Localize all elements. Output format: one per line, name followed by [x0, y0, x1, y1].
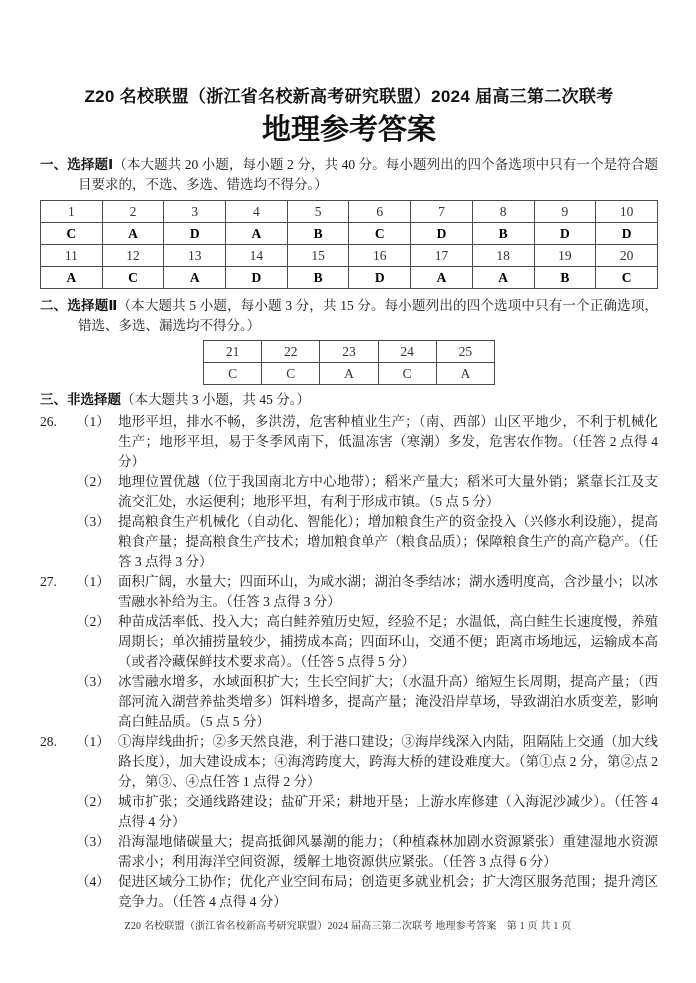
question-part — [40, 832, 658, 872]
question-part — [40, 412, 658, 472]
part-label: （1） — [76, 574, 110, 590]
question-number-cell: 12 — [102, 245, 164, 267]
part-label: （2） — [76, 613, 110, 629]
part-label: （3） — [76, 673, 110, 689]
answer-cell: D — [596, 223, 658, 245]
section-3-heading — [40, 390, 658, 410]
question-number-cell: 14 — [226, 245, 288, 267]
question-part — [40, 672, 658, 732]
table-row — [41, 267, 658, 289]
question-part — [40, 872, 658, 912]
question-number-cell: 16 — [349, 245, 411, 267]
answer-cell: A — [226, 223, 288, 245]
answer-table-1 — [40, 200, 658, 289]
part-label: （1） — [76, 733, 110, 749]
question-number-cell: 1 — [41, 201, 103, 223]
question-number-cell: 2 — [102, 201, 164, 223]
answer-cell: C — [204, 363, 262, 385]
part-answer-text: 沿海湿地储碳量大；提高抵御风暴潮的能力；（种植森林加剧水资源紧张）重建湿地水资源需求小；利用海洋空间资源，缓解土地资源供应紧张。（任答 3 点得 6 分） — [118, 833, 658, 869]
answer-cell: C — [262, 363, 320, 385]
section-2-description: （本大题共 5 小题，每小题 3 分，共 15 分。每小题列出的四个选项中只有一个正确选项，错选、多选、漏选均不得分。） — [78, 298, 658, 334]
question-number-cell: 25 — [436, 341, 494, 363]
table-row — [41, 245, 658, 267]
part-label: （2） — [76, 793, 110, 809]
question-number-cell: 23 — [320, 341, 378, 363]
question-number-cell: 3 — [164, 201, 226, 223]
table-row — [204, 341, 495, 363]
question-number: 26. — [40, 414, 57, 430]
answer-cell: D — [411, 223, 473, 245]
answer-cell: C — [41, 223, 103, 245]
answer-cell: B — [287, 267, 349, 289]
page-title: 地理参考答案 — [261, 114, 436, 147]
answer-cell: C — [378, 363, 436, 385]
section-1-description: （本大题共 20 小题，每小题 2 分，共 40 分。每小题列出的四个备选项中只有一个是符合题目要求的，不选、多选、错选均不得分。） — [78, 157, 659, 193]
part-label: （3） — [76, 514, 110, 530]
answer-table-2 — [203, 340, 495, 385]
section-3-description: （本大题共 3 小题，共 45 分。） — [121, 392, 310, 408]
question-number-cell: 17 — [411, 245, 473, 267]
part-answer-text: 地理位置优越（位于我国南北方中心地带）；稻米产量大；稻米可大量外销；紧靠长江及支流交汇处，水运便利；地形平坦，有利于形成市镇。（5 点 5 分） — [118, 474, 658, 510]
answer-cell: B — [472, 223, 534, 245]
part-label: （2） — [76, 474, 110, 490]
part-answer-text: 种苗成活率低、投入大；高白鲑养殖历史短，经验不足；水温低，高白鲑生长速度慢，养殖周期长；单次捕捞量较少，捕捞成本高；四面环山，交通不便；距离市场地远，运输成本高（或者冷藏保鲜技术要求高）。（任答 5 点得 5 分） — [118, 613, 658, 669]
table-row — [41, 223, 658, 245]
part-answer-text: 面积广阔，水量大；四面环山，为咸水湖；湖泊冬季结冰；湖水透明度高，含沙量小；以冰雪融水补给为主。（任答 3 点得 3 分） — [118, 574, 658, 609]
question-part — [40, 572, 658, 612]
question-number-cell: 13 — [164, 245, 226, 267]
question-number-cell: 18 — [472, 245, 534, 267]
question-number-cell: 6 — [349, 201, 411, 223]
answer-cell: D — [349, 267, 411, 289]
question-number-cell: 24 — [378, 341, 436, 363]
question-number-cell: 4 — [226, 201, 288, 223]
part-label: （4） — [76, 873, 110, 889]
question-number-cell: 22 — [262, 341, 320, 363]
section-1-heading — [40, 155, 658, 195]
answer-cell: A — [320, 363, 378, 385]
question-part — [40, 472, 658, 512]
answer-cell: D — [164, 223, 226, 245]
part-answer-text: 提高粮食生产机械化（自动化、智能化）；增加粮食生产的资金投入（兴修水利设施），提高粮食产量；提高粮食生产技术；增加粮食单产（粮食品质）；保障粮食生产的高产稳产。（任答 3 点得 3 分） — [118, 514, 658, 570]
answer-cell: D — [226, 267, 288, 289]
answer-cell: A — [41, 267, 103, 289]
question-part — [40, 512, 658, 572]
answer-cell: D — [534, 223, 596, 245]
section-3-label: 三、非选择题 — [40, 392, 121, 408]
question-28 — [40, 732, 658, 912]
question-number-cell: 10 — [596, 201, 658, 223]
question-number-cell: 19 — [534, 245, 596, 267]
part-answer-text: 促进区域分工协作；优化产业空间布局；创造更多就业机会；扩大湾区服务范围；提升湾区竞争力。（任答 4 点得 4 分） — [118, 873, 658, 909]
question-number: 28. — [40, 733, 57, 749]
question-part — [40, 732, 658, 792]
answer-cell: A — [472, 267, 534, 289]
part-label: （1） — [76, 414, 110, 430]
question-number-cell: 8 — [472, 201, 534, 223]
part-answer-text: 城市扩张；交通线路建设；盐矿开采；耕地开垦；上游水库修建（入海泥沙减少）。（任答 4 点得 4 分） — [118, 793, 658, 829]
page-footer: Z20 名校联盟（浙江省名校新高考研究联盟）2024 届高三第二次联考 地理参考答案 第 1 页 共 1 页 — [124, 921, 572, 932]
question-number-cell: 11 — [41, 245, 103, 267]
exam-title: Z20 名校联盟（浙江省名校新高考研究联盟）2024 届高三第二次联考 — [84, 87, 614, 106]
question-27 — [40, 572, 658, 732]
answer-cell: A — [164, 267, 226, 289]
part-label: （3） — [76, 833, 110, 849]
question-part — [40, 792, 658, 832]
part-answer-text: ①海岸线曲折；②多天然良港，利于港口建设；③海岸线深入内陆，阻隔陆上交通（加大线路长度），加大建设成本；④海湾跨度大，跨海大桥的建设难度大。（第①点 2 分，第②点 2 分，第③、④点任答 1 点得 2 分） — [118, 733, 658, 789]
answer-cell: B — [534, 267, 596, 289]
section-1-label: 一、选择题Ⅰ — [40, 157, 114, 173]
answer-cell: A — [411, 267, 473, 289]
question-26 — [40, 412, 658, 572]
answer-cell: C — [596, 267, 658, 289]
question-number-cell: 5 — [287, 201, 349, 223]
question-number: 27. — [40, 574, 57, 590]
answer-cell: B — [287, 223, 349, 245]
section-2-heading — [40, 296, 658, 336]
question-number-cell: 21 — [204, 341, 262, 363]
question-number-cell: 7 — [411, 201, 473, 223]
answer-cell: A — [436, 363, 494, 385]
answer-cell: C — [102, 267, 164, 289]
question-number-cell: 20 — [596, 245, 658, 267]
table-row — [204, 363, 495, 385]
part-answer-text: 冰雪融水增多，水域面积扩大；生长空间扩大；（水温升高）缩短生长周期，提高产量；（西部河流入湖营养盐类增多）饵料增多，提高产量；淹没沿岸草场，导致湖泊水质变差，影响高白鲑品质。（5 点 5 分） — [118, 673, 658, 729]
answer-cell: A — [102, 223, 164, 245]
question-number-cell: 15 — [287, 245, 349, 267]
table-row — [41, 201, 658, 223]
part-answer-text: 地形平坦，排水不畅，多洪涝，危害种植业生产；（南、西部）山区平地少，不利于机械化生产；地形平坦，易于冬季风南下，低温冻害（寒潮）多发，危害农作物。（任答 2 点得 4 分） — [118, 414, 658, 470]
section-2-label: 二、选择题Ⅱ — [40, 298, 118, 314]
answer-cell: C — [349, 223, 411, 245]
question-number-cell: 9 — [534, 201, 596, 223]
question-part — [40, 612, 658, 672]
